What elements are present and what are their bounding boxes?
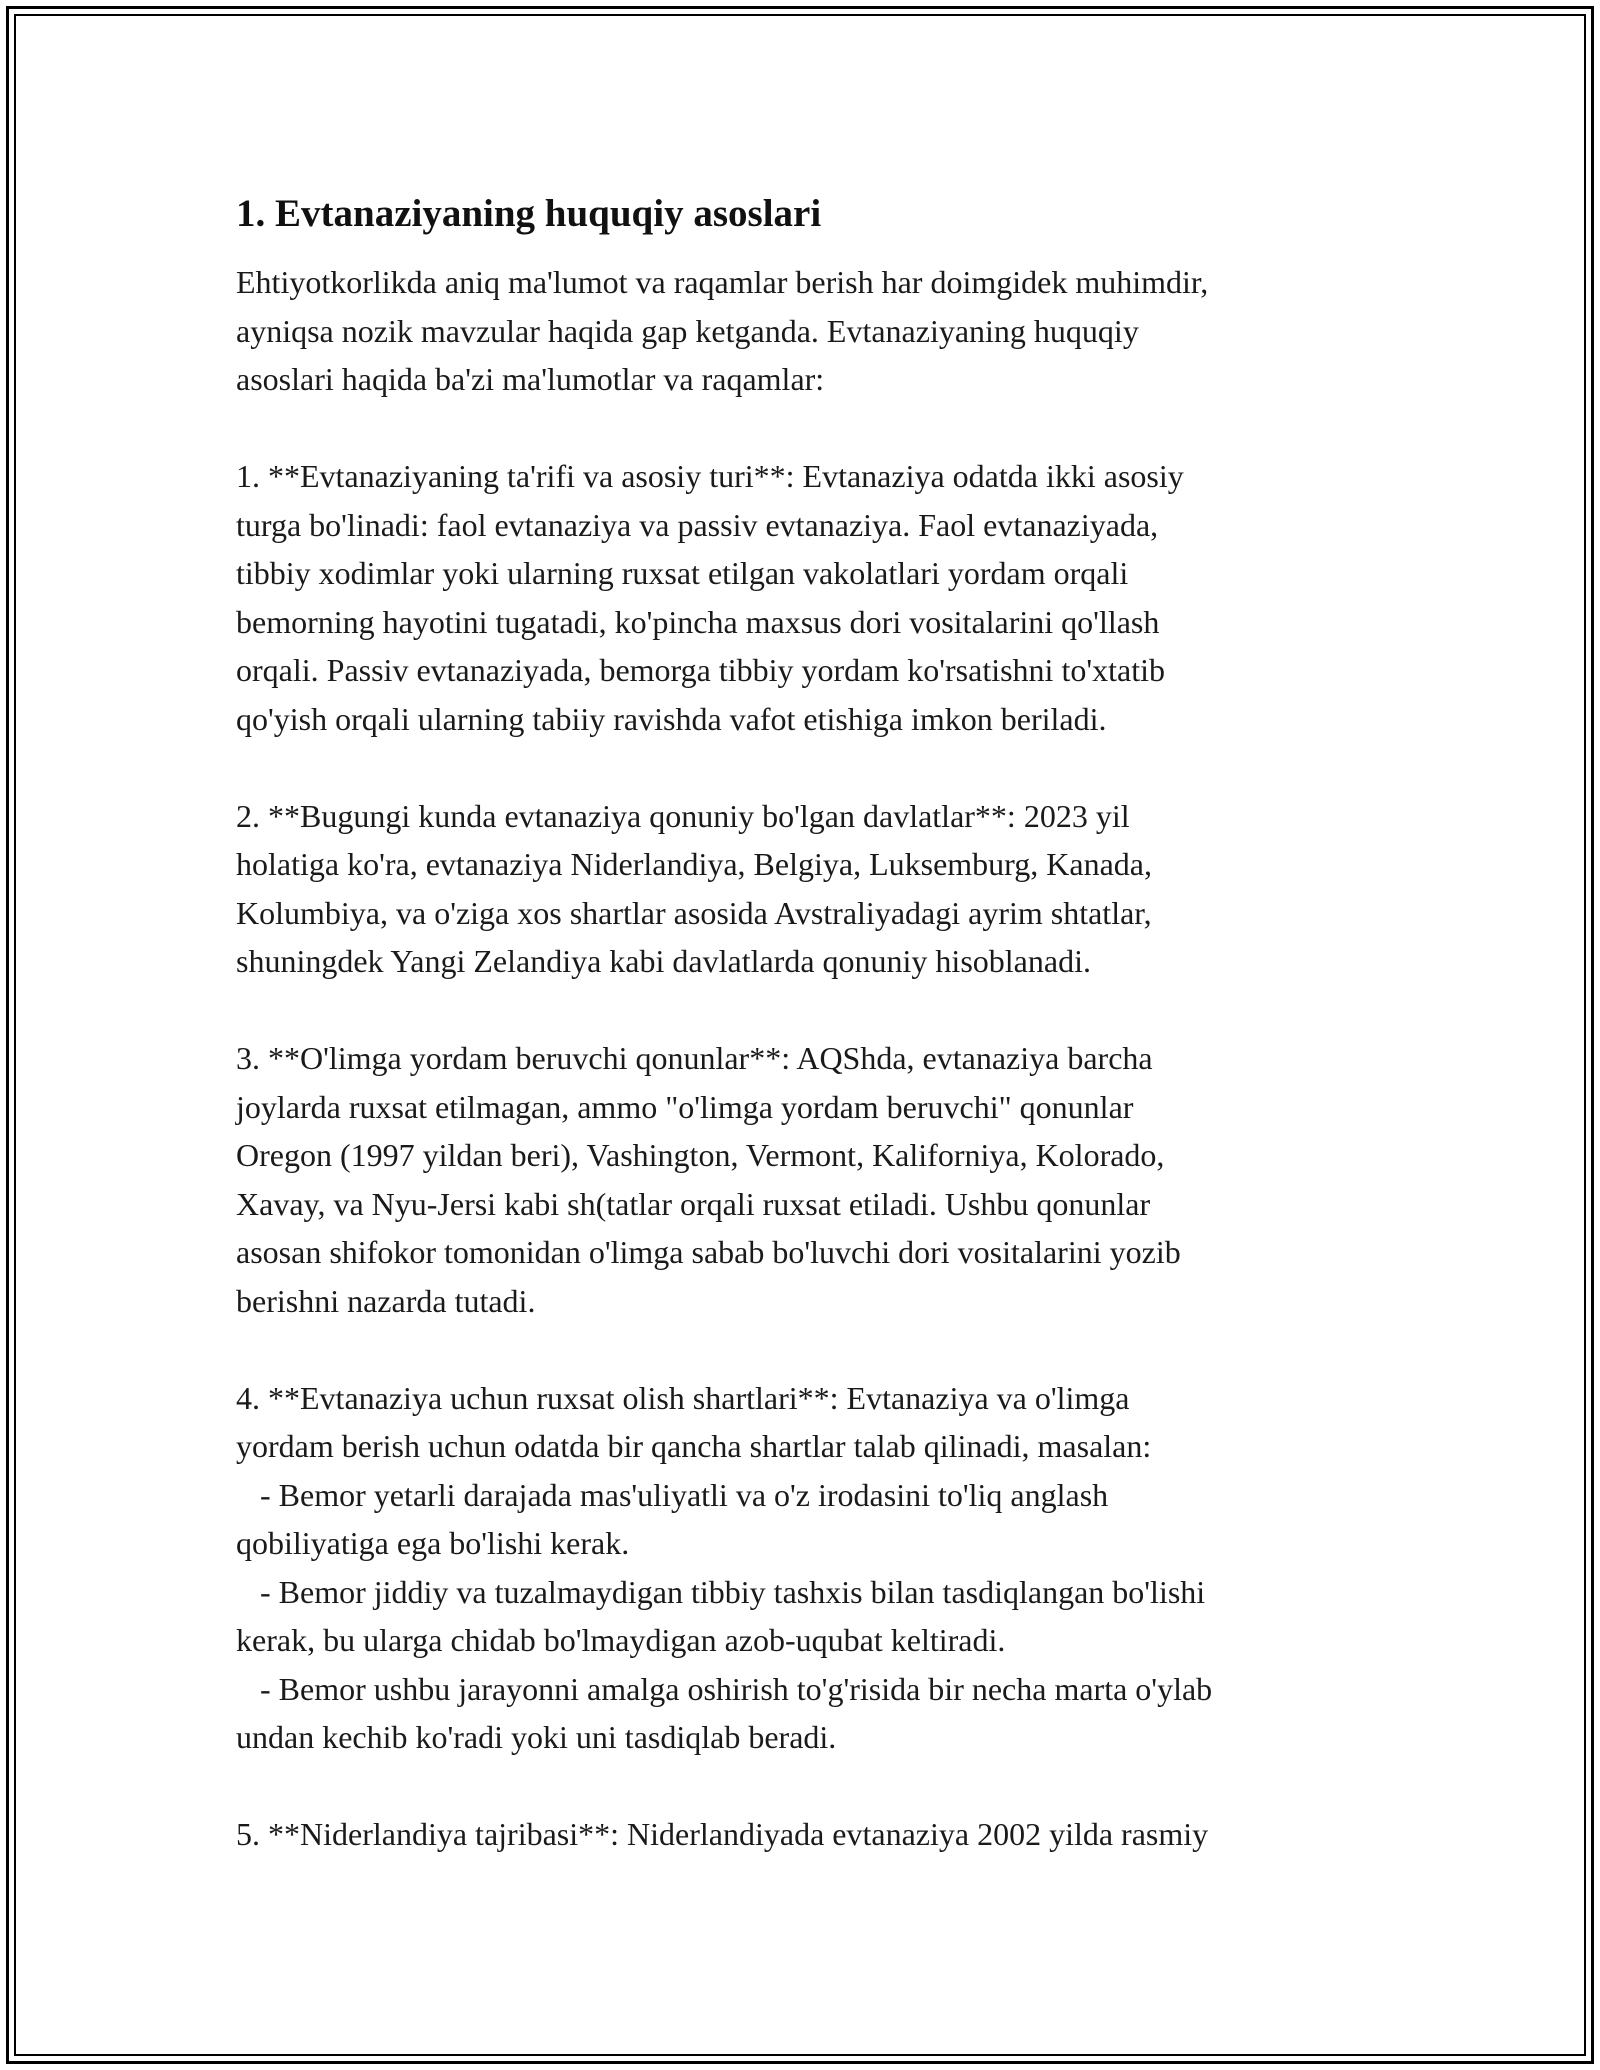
list-item-1: 1. **Evtanaziyaning ta'rifi va asosiy turi**: Evtanaziya odatda ikki asosiy turga bo'linadi: faol evtanaziya va passiv evtanaziya. Faol evtanaziyada, tibbiy xodimlar yoki ularning ruxsat etilgan vakolatlari yordam orqali bemorning hayotini tugatadi, ko'pincha maxsus dori vositalarini qo'llash orqali. Passiv evtanaziyada, bemorga tibbiy yordam ko'rsatishni to'xtatib qo'yish orqali ularning tabiiy ravishda vafot etishiga imkon beriladi. <box>236 458 1184 737</box>
list-item-2: 2. **Bugungi kunda evtanaziya qonuniy bo'lgan davlatlar**: 2023 yil holatiga ko'ra, evtanaziya Niderlandiya, Belgiya, Luksemburg, Kanada, Kolumbiya, va o'ziga xos shartlar asosida Avstraliyadagi ayrim shtatlar, shuningdek Yangi Zelandiya kabi davlatlarda qonuniy hisoblanadi. <box>236 797 1152 979</box>
document-body <box>236 188 1376 1859</box>
list-item-4: 4. **Evtanaziya uchun ruxsat olish shartlari**: Evtanaziya va o'limga yordam berish uchun odatda bir qancha shartlar talab qilinadi, masalan: - Bemor yetarli darajada mas'uliyatli va o'z irodasini to'liq anglash qobiliyatiga ega bo'lishi kerak. - Bemor jiddiy va tuzalmaydigan tibbiy tashxis bilan tasdiqlangan bo'lishi kerak, bu ularga chidab bo'lmaydigan azob-uqubat keltiradi. - Bemor ushbu jarayonni amalga oshirish to'g'risida bir necha marta o'ylab undan kechib ko'radi yoki uni tasdiqlab beradi. <box>236 1379 1213 1755</box>
paragraph-gap <box>236 1325 1376 1374</box>
paragraph-gap <box>236 1762 1376 1811</box>
paragraph-gap <box>236 743 1376 792</box>
paragraph-gap <box>236 404 1376 453</box>
intro-paragraph: Ehtiyotkorlikda aniq ma'lumot va raqamlar berish har doimgidek muhimdir, ayniqsa nozik mavzular haqida gap ketganda. Evtanaziyaning huquqiy asoslari haqida ba'zi ma'lumotlar va raqamlar: <box>236 264 1209 397</box>
list-item-5: 5. **Niderlandiya tajribasi**: Niderlandiyada evtanaziya 2002 yilda rasmiy <box>236 1816 1209 1852</box>
list-item-3: 3. **O'limga yordam beruvchi qonunlar**: AQShda, evtanaziya barcha joylarda ruxsat etilmagan, ammo "o'limga yordam beruvchi" qonunlar Oregon (1997 yildan beri), Vashington, Vermont, Kaliforniya, Kolorado, Xavay, va Nyu-Jersi kabi sh(tatlar orqali ruxsat etiladi. Ushbu qonunlar asosan shifokor tomonidan o'limga sabab bo'luvchi dori vositalarini yozib berishni nazarda tutadi. <box>236 1040 1181 1319</box>
document-title: 1. Evtanaziyaning huquqiy asoslari <box>236 192 822 235</box>
paragraph-gap <box>236 986 1376 1035</box>
